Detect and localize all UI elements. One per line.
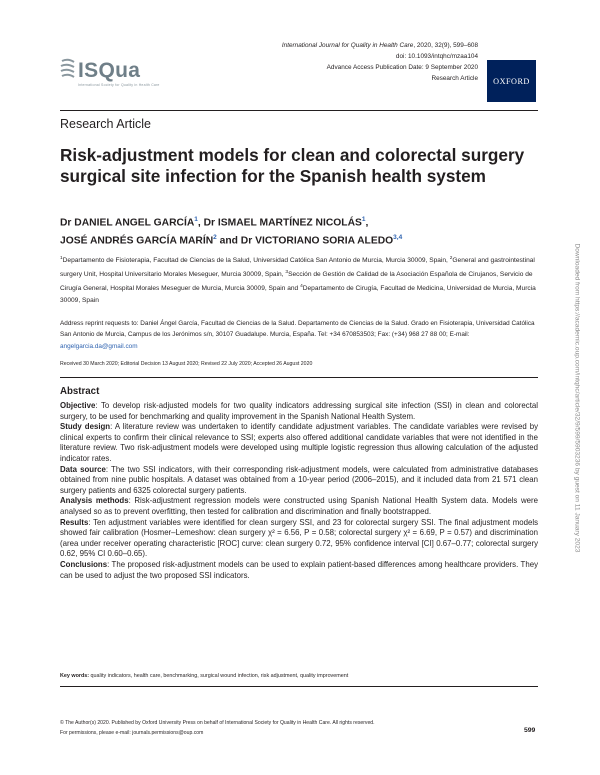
logo-tagline: International Society for Quality in Health Care — [78, 83, 160, 87]
section-label: Conclusions — [60, 559, 108, 569]
section-label: Study design — [60, 422, 111, 432]
article-title: Risk-adjustment models for clean and colorectal surgery surgical site infection for the Spanish health system — [60, 145, 525, 186]
copyright-text: © The Author(s) 2020. Published by Oxford University Press on behalf of International Society for Quality in Health Care. All rights reserved. — [60, 720, 375, 726]
section-text: : A literature review was undertaken to identify candidate adjustment variables. The candidate variables were revised by clinical experts to confirm their clinical relevance to SSI; experts also offered additional candidate variables that were not identified in the literature review. Two risk-adjustment models were developed using multiple logistic regression thus allowing calculation of the adjusted indicator rates. — [60, 422, 539, 463]
logo-wordmark: ISQua — [78, 59, 141, 82]
footer-divider — [60, 686, 538, 687]
abstract-conclusions — [60, 560, 538, 581]
abstract-study-design — [60, 422, 538, 464]
keywords-text: quality indicators, health care, benchmarking, surgical wound infection, risk adjustment, quality improvement — [89, 673, 349, 679]
section-divider — [60, 377, 538, 378]
abstract-results — [60, 518, 538, 560]
section-label: Results — [60, 517, 89, 527]
author-affil-ref: 2 — [213, 233, 217, 241]
journal-name: International Journal for Quality in Health Care — [281, 42, 414, 49]
abstract-analysis-methods — [60, 496, 538, 517]
section-text: : The proposed risk-adjustment models can be used to explain patient-based differences among healthcare providers. They can be used to adjust the two proposed SSI indicators. — [60, 559, 538, 580]
isqua-wave-icon — [60, 57, 78, 83]
abstract-data-source — [60, 465, 538, 497]
section-label: Analysis methods — [60, 496, 129, 506]
author-name: Dr DANIEL ANGEL GARCÍA — [60, 217, 195, 229]
oxford-badge: OXFORD — [487, 60, 536, 102]
affil-number: 1 — [60, 256, 63, 261]
author-name: Dr ISMAEL MARTÍNEZ NICOLÁS — [203, 217, 362, 229]
reprint-address — [60, 318, 536, 352]
section-text: : Risk-adjustment regression models were constructed using Spanish National Health System data. Models were analysed so as to prevent overfitting, then tested for calibration and discrimination and finally bootstrapped. — [60, 496, 538, 516]
article-type: Research Article — [60, 117, 152, 131]
author-name: Dr VICTORIANO SORIA ALEDO — [240, 235, 394, 247]
copyright-notice — [60, 718, 375, 738]
author-list: Dr DANIEL ANGEL GARCÍA$^1$, Dr ISMAEL MARTÍNEZ NICOLÁS$^1$, JOSÉ ANDRÉS GARCÍA MARÍN$^2$ and Dr VICTORIANO SORIA ALEDO$^{3,4}$ — [60, 216, 403, 247]
author-name: JOSÉ ANDRÉS GARCÍA MARÍN — [60, 235, 214, 247]
affil-number: 3 — [285, 269, 289, 275]
download-watermark: Downloaded from https://academic.oup.com/intqhc/article/32/9/599/5903236 by guest on 11 January 2023 — [573, 243, 581, 553]
doi: doi: 10.1093/intqhc/mzaa104 — [395, 53, 478, 60]
reprint-text: Address reprint requests to: Daniel Ángel García, Facultad de Ciencias de la Salud. Departamento de Ciencias de la Salud. Grado en Fisioterapia, Universidad Católica San Antonio de Murcia, Campus de los Jerónimos s/n, 30107 Guadalupe. Murcia, España. Tel: +34 670853503; Fax: (+34) 968 27 88 00; E-mail: — [60, 320, 535, 339]
publication-info — [218, 40, 478, 84]
permissions-text: For permissions, please e-mail: journals.permissions@oup.com — [60, 730, 204, 736]
section-text: : Ten adjustment variables were identified for clean surgery SSI, and 23 for colorectal surgery SSI. The final adjustment models showed fair calibration (Hosmer–Lemeshow: clean surgery χ² = 6.56, P = 0.58; colorectal surgery χ² = 6.69, P = 0.57) and discrimination (area under receiver operating characteristic [ROC] curve: clean surgery 0.72, 95% confidence interval [CI] 0.67–0.77; colorectal surgery 0.62, 95% CI 0.60–0.65). — [60, 517, 538, 559]
affiliation: Departamento de Fisioterapia, Facultad de Ciencias de la Salud, Universidad Católica San Antonio de Murcia, Murcia 30009, Spain, — [62, 257, 450, 265]
received-dates: Received 30 March 2020; Editorial Decision 13 August 2020; Revised 22 July 2020; Accepted 26 August 2020 — [60, 361, 313, 367]
isqua-logo — [60, 55, 160, 91]
section-label: Objective — [60, 401, 96, 410]
article-type-small: Research Article — [431, 75, 478, 82]
author-affil-ref: 3,4 — [393, 233, 403, 241]
affiliation: Sección de Gestión de Calidad de la Asociación Española de Cirujanos, Servicio de Cirugía General, Hospital Morales Meseguer de Murcia, Murcia 30009, Spain and — [60, 271, 533, 292]
abstract-body — [60, 401, 538, 581]
section-text: : The two SSI indicators, with their corresponding risk-adjustment models, were calculated from administrative databases obtained from nine public hospitals. A dataset was obtained from a 10-year period (2006–2015), and it included data from 21 571 clean surgery patients and 6325 colorectal surgery patients. — [60, 464, 538, 495]
affil-number: 4 — [300, 283, 303, 289]
keywords-label: Key words: — [60, 673, 90, 679]
advance-access-date: Advance Access Publication Date: 9 September 2020 — [326, 64, 478, 71]
section-label: Data source — [60, 464, 106, 474]
affiliations — [60, 253, 536, 306]
author-affil-ref: 1 — [194, 216, 198, 223]
keywords — [60, 673, 348, 679]
page-number: 599 — [524, 727, 536, 734]
citation: , 2020, 32(9), 599–608 — [413, 42, 478, 49]
affiliation: Departamento de Cirugía, Facultad de Medicina, Universidad de Murcia, Murcia 30009, Spain — [60, 284, 536, 304]
abstract-objective — [60, 401, 538, 422]
header-divider — [60, 110, 538, 111]
section-text: : To develop risk-adjusted models for two quality indicators addressing surgical site infection (SSI) in clean and colorectal surgery, to be used for benchmarking and quality improvement in the Spanish National Health System. — [60, 401, 538, 421]
affil-number: 2 — [449, 256, 453, 261]
journal-citation — [218, 40, 478, 51]
affiliation: General and gastrointestinal surgery Unit, Hospital Universitario Morales Meseguer, Murcia 30009, Spain, — [60, 257, 535, 279]
corresponding-email-link[interactable]: angelgarcia.da@gmail.com — [60, 342, 138, 350]
author-affil-ref: 1 — [361, 216, 366, 223]
abstract-heading: Abstract — [60, 386, 100, 397]
